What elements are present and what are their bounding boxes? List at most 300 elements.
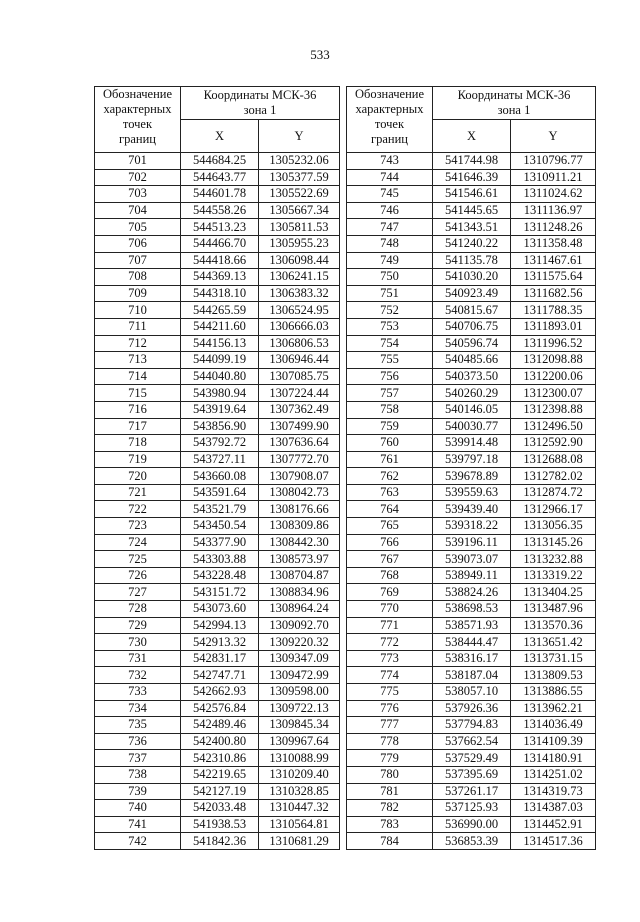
y-coordinate-cell: 1311682.56: [511, 285, 596, 302]
y-coordinate-cell: 1314251.02: [511, 766, 596, 783]
y-coordinate-cell: 1312782.02: [511, 468, 596, 485]
y-coordinate-cell: 1310328.85: [259, 783, 340, 800]
y-coordinate-cell: 1310088.99: [259, 750, 340, 767]
point-id-cell: 736: [95, 733, 181, 750]
table-row: [95, 318, 340, 335]
point-id-cell: 763: [347, 484, 433, 501]
table-row: [347, 385, 596, 402]
point-id-cell: 737: [95, 750, 181, 767]
table-row: [347, 153, 596, 170]
x-coordinate-cell: 537662.54: [433, 733, 511, 750]
table-row: [347, 269, 596, 286]
point-id-cell: 765: [347, 518, 433, 535]
coordinates-header: [433, 87, 596, 120]
x-coordinate-cell: 538187.04: [433, 667, 511, 684]
point-id-cell: 717: [95, 418, 181, 435]
point-id-cell: 741: [95, 816, 181, 833]
x-coordinate-cell: 541240.22: [433, 235, 511, 252]
table-row: [95, 169, 340, 186]
y-coordinate-cell: 1312300.07: [511, 385, 596, 402]
table-row: [95, 435, 340, 452]
x-coordinate-cell: 544156.13: [181, 335, 259, 352]
table-row: [347, 352, 596, 369]
point-id-cell: 781: [347, 783, 433, 800]
y-coordinate-cell: 1307224.44: [259, 385, 340, 402]
y-coordinate-cell: 1306241.15: [259, 269, 340, 286]
x-coordinate-cell: 538316.17: [433, 650, 511, 667]
x-coordinate-cell: 542994.13: [181, 617, 259, 634]
point-id-cell: 757: [347, 385, 433, 402]
x-header: X: [433, 120, 511, 153]
y-coordinate-cell: 1306666.03: [259, 318, 340, 335]
point-id-cell: 738: [95, 766, 181, 783]
table-row: [95, 816, 340, 833]
x-coordinate-cell: 537794.83: [433, 717, 511, 734]
x-coordinate-cell: 543151.72: [181, 584, 259, 601]
table-row: [347, 650, 596, 667]
point-id-cell: 758: [347, 401, 433, 418]
table-row: [347, 169, 596, 186]
x-coordinate-cell: 543521.79: [181, 501, 259, 518]
designation-line: характерных: [103, 102, 172, 116]
x-coordinate-cell: 541546.61: [433, 186, 511, 203]
table-row: [347, 667, 596, 684]
x-coordinate-cell: 539797.18: [433, 451, 511, 468]
y-coordinate-cell: 1313570.36: [511, 617, 596, 634]
y-coordinate-cell: 1311136.97: [511, 202, 596, 219]
table-row: [95, 601, 340, 618]
point-id-cell: 743: [347, 153, 433, 170]
x-coordinate-cell: 541744.98: [433, 153, 511, 170]
table-row: [347, 551, 596, 568]
point-id-cell: 727: [95, 584, 181, 601]
point-id-cell: 716: [95, 401, 181, 418]
table-row: [95, 401, 340, 418]
y-coordinate-cell: 1307362.49: [259, 401, 340, 418]
point-id-cell: 726: [95, 567, 181, 584]
table-row: [95, 235, 340, 252]
x-coordinate-cell: 537125.93: [433, 800, 511, 817]
point-id-cell: 702: [95, 169, 181, 186]
y-coordinate-cell: 1309220.32: [259, 634, 340, 651]
x-coordinate-cell: 537529.49: [433, 750, 511, 767]
table-row: [95, 667, 340, 684]
x-coordinate-cell: 543660.08: [181, 468, 259, 485]
table-body-left: [95, 153, 340, 850]
point-id-cell: 753: [347, 318, 433, 335]
table-row: [95, 518, 340, 535]
y-coordinate-cell: 1313319.22: [511, 567, 596, 584]
table-row: [347, 468, 596, 485]
designation-line: Обозначение: [354, 87, 425, 101]
x-coordinate-cell: 544643.77: [181, 169, 259, 186]
table-row: [347, 717, 596, 734]
x-coordinate-cell: 539914.48: [433, 435, 511, 452]
y-coordinate-cell: 1305811.53: [259, 219, 340, 236]
point-id-cell: 730: [95, 634, 181, 651]
point-id-cell: 750: [347, 269, 433, 286]
y-header: Y: [259, 120, 340, 153]
table-row: [347, 534, 596, 551]
table-row: [347, 783, 596, 800]
point-id-cell: 721: [95, 484, 181, 501]
table-row: [95, 567, 340, 584]
y-header: Y: [511, 120, 596, 153]
designation-line: точек: [122, 117, 153, 131]
point-id-cell: 746: [347, 202, 433, 219]
designation-header: [347, 87, 433, 153]
table-row: [95, 285, 340, 302]
table-row: [347, 518, 596, 535]
y-coordinate-cell: 1312398.88: [511, 401, 596, 418]
y-coordinate-cell: 1313232.88: [511, 551, 596, 568]
y-coordinate-cell: 1311575.64: [511, 269, 596, 286]
x-coordinate-cell: 543727.11: [181, 451, 259, 468]
y-coordinate-cell: 1310681.29: [259, 833, 340, 850]
x-coordinate-cell: 542400.80: [181, 733, 259, 750]
y-coordinate-cell: 1310911.21: [511, 169, 596, 186]
table-row: [347, 833, 596, 850]
point-id-cell: 703: [95, 186, 181, 203]
x-coordinate-cell: 542662.93: [181, 684, 259, 701]
x-coordinate-cell: 538444.47: [433, 634, 511, 651]
point-id-cell: 713: [95, 352, 181, 369]
point-id-cell: 779: [347, 750, 433, 767]
y-coordinate-cell: 1312496.50: [511, 418, 596, 435]
y-coordinate-cell: 1313487.96: [511, 601, 596, 618]
x-coordinate-cell: 537926.36: [433, 700, 511, 717]
y-coordinate-cell: 1306946.44: [259, 352, 340, 369]
point-id-cell: 744: [347, 169, 433, 186]
table-row: [347, 800, 596, 817]
x-coordinate-cell: 544558.26: [181, 202, 259, 219]
table-row: [95, 484, 340, 501]
y-coordinate-cell: 1312592.90: [511, 435, 596, 452]
y-coordinate-cell: 1306098.44: [259, 252, 340, 269]
x-coordinate-cell: 544099.19: [181, 352, 259, 369]
designation-line: точек: [374, 117, 405, 131]
x-coordinate-cell: 541842.36: [181, 833, 259, 850]
point-id-cell: 769: [347, 584, 433, 601]
point-id-cell: 759: [347, 418, 433, 435]
y-coordinate-cell: 1314387.03: [511, 800, 596, 817]
point-id-cell: 735: [95, 717, 181, 734]
y-coordinate-cell: 1308176.66: [259, 501, 340, 518]
y-coordinate-cell: 1309598.00: [259, 684, 340, 701]
x-coordinate-cell: 539196.11: [433, 534, 511, 551]
point-id-cell: 714: [95, 368, 181, 385]
table-row: [95, 717, 340, 734]
point-id-cell: 701: [95, 153, 181, 170]
point-id-cell: 720: [95, 468, 181, 485]
point-id-cell: 774: [347, 667, 433, 684]
point-id-cell: 739: [95, 783, 181, 800]
y-coordinate-cell: 1312874.72: [511, 484, 596, 501]
point-id-cell: 722: [95, 501, 181, 518]
y-coordinate-cell: 1308573.97: [259, 551, 340, 568]
y-coordinate-cell: 1312200.06: [511, 368, 596, 385]
y-coordinate-cell: 1311893.01: [511, 318, 596, 335]
table-row: [95, 800, 340, 817]
table-row: [95, 451, 340, 468]
table-row: [95, 252, 340, 269]
point-id-cell: 740: [95, 800, 181, 817]
table-row: [95, 385, 340, 402]
y-coordinate-cell: 1307085.75: [259, 368, 340, 385]
table-row: [95, 750, 340, 767]
coordinates-table-left: [94, 86, 340, 850]
y-coordinate-cell: 1310447.32: [259, 800, 340, 817]
point-id-cell: 731: [95, 650, 181, 667]
y-coordinate-cell: 1309722.13: [259, 700, 340, 717]
point-id-cell: 768: [347, 567, 433, 584]
point-id-cell: 725: [95, 551, 181, 568]
point-id-cell: 733: [95, 684, 181, 701]
point-id-cell: 711: [95, 318, 181, 335]
x-coordinate-cell: 540815.67: [433, 302, 511, 319]
x-coordinate-cell: 544040.80: [181, 368, 259, 385]
y-coordinate-cell: 1311248.26: [511, 219, 596, 236]
point-id-cell: 748: [347, 235, 433, 252]
table-row: [347, 451, 596, 468]
x-coordinate-cell: 538949.11: [433, 567, 511, 584]
y-coordinate-cell: 1306524.95: [259, 302, 340, 319]
x-coordinate-cell: 538824.26: [433, 584, 511, 601]
point-id-cell: 760: [347, 435, 433, 452]
designation-line: границ: [119, 132, 156, 146]
table-row: [347, 484, 596, 501]
table-row: [347, 700, 596, 717]
x-coordinate-cell: 540923.49: [433, 285, 511, 302]
x-coordinate-cell: 542219.65: [181, 766, 259, 783]
x-coordinate-cell: 541445.65: [433, 202, 511, 219]
x-coordinate-cell: 543450.54: [181, 518, 259, 535]
point-id-cell: 773: [347, 650, 433, 667]
table-row: [347, 584, 596, 601]
table-body-right: [347, 153, 596, 850]
y-coordinate-cell: 1308834.96: [259, 584, 340, 601]
x-coordinate-cell: 538057.10: [433, 684, 511, 701]
x-coordinate-cell: 542127.19: [181, 783, 259, 800]
y-coordinate-cell: 1313731.15: [511, 650, 596, 667]
y-coordinate-cell: 1312688.08: [511, 451, 596, 468]
table-row: [347, 335, 596, 352]
y-coordinate-cell: 1307499.90: [259, 418, 340, 435]
point-id-cell: 783: [347, 816, 433, 833]
point-id-cell: 770: [347, 601, 433, 618]
y-coordinate-cell: 1309472.99: [259, 667, 340, 684]
y-coordinate-cell: 1308309.86: [259, 518, 340, 535]
table-row: [347, 202, 596, 219]
x-coordinate-cell: 539678.89: [433, 468, 511, 485]
y-coordinate-cell: 1310564.81: [259, 816, 340, 833]
point-id-cell: 755: [347, 352, 433, 369]
x-coordinate-cell: 539318.22: [433, 518, 511, 535]
x-coordinate-cell: 544265.59: [181, 302, 259, 319]
y-coordinate-cell: 1314452.91: [511, 816, 596, 833]
y-coordinate-cell: 1314517.36: [511, 833, 596, 850]
table-row: [347, 418, 596, 435]
x-coordinate-cell: 543856.90: [181, 418, 259, 435]
y-coordinate-cell: 1306383.32: [259, 285, 340, 302]
x-coordinate-cell: 544466.70: [181, 235, 259, 252]
point-id-cell: 732: [95, 667, 181, 684]
table-row: [95, 269, 340, 286]
point-id-cell: 729: [95, 617, 181, 634]
x-coordinate-cell: 543303.88: [181, 551, 259, 568]
x-coordinate-cell: 543919.64: [181, 401, 259, 418]
point-id-cell: 749: [347, 252, 433, 269]
x-coordinate-cell: 543073.60: [181, 601, 259, 618]
coordinates-title: Координаты МСК-36: [457, 88, 571, 102]
y-coordinate-cell: 1312098.88: [511, 352, 596, 369]
y-coordinate-cell: 1313651.42: [511, 634, 596, 651]
point-id-cell: 780: [347, 766, 433, 783]
x-coordinate-cell: 543591.64: [181, 484, 259, 501]
table-row: [347, 816, 596, 833]
table-row: [347, 684, 596, 701]
table-row: [347, 235, 596, 252]
y-coordinate-cell: 1311024.62: [511, 186, 596, 203]
table-row: [347, 617, 596, 634]
y-coordinate-cell: 1308442.30: [259, 534, 340, 551]
coordinates-title: Координаты МСК-36: [203, 88, 317, 102]
table-row: [95, 418, 340, 435]
point-id-cell: 766: [347, 534, 433, 551]
y-coordinate-cell: 1310796.77: [511, 153, 596, 170]
x-coordinate-cell: 540146.05: [433, 401, 511, 418]
table-row: [95, 650, 340, 667]
y-coordinate-cell: 1314180.91: [511, 750, 596, 767]
table-row: [95, 833, 340, 850]
y-coordinate-cell: 1314109.39: [511, 733, 596, 750]
y-coordinate-cell: 1305232.06: [259, 153, 340, 170]
table-row: [347, 733, 596, 750]
table-row: [347, 252, 596, 269]
x-header: X: [181, 120, 259, 153]
table-row: [95, 684, 340, 701]
x-coordinate-cell: 541135.78: [433, 252, 511, 269]
x-coordinate-cell: 539439.40: [433, 501, 511, 518]
point-id-cell: 752: [347, 302, 433, 319]
y-coordinate-cell: 1312966.17: [511, 501, 596, 518]
point-id-cell: 723: [95, 518, 181, 535]
y-coordinate-cell: 1308964.24: [259, 601, 340, 618]
point-id-cell: 724: [95, 534, 181, 551]
y-coordinate-cell: 1309092.70: [259, 617, 340, 634]
x-coordinate-cell: 542831.17: [181, 650, 259, 667]
y-coordinate-cell: 1305667.34: [259, 202, 340, 219]
y-coordinate-cell: 1305377.59: [259, 169, 340, 186]
table-row: [347, 750, 596, 767]
x-coordinate-cell: 541030.20: [433, 269, 511, 286]
point-id-cell: 734: [95, 700, 181, 717]
x-coordinate-cell: 544513.23: [181, 219, 259, 236]
point-id-cell: 775: [347, 684, 433, 701]
y-coordinate-cell: 1311788.35: [511, 302, 596, 319]
table-row: [95, 468, 340, 485]
y-coordinate-cell: 1313404.25: [511, 584, 596, 601]
x-coordinate-cell: 544601.78: [181, 186, 259, 203]
point-id-cell: 708: [95, 269, 181, 286]
x-coordinate-cell: 540706.75: [433, 318, 511, 335]
table-row: [347, 766, 596, 783]
point-id-cell: 707: [95, 252, 181, 269]
point-id-cell: 719: [95, 451, 181, 468]
y-coordinate-cell: 1305522.69: [259, 186, 340, 203]
x-coordinate-cell: 543792.72: [181, 435, 259, 452]
x-coordinate-cell: 540485.66: [433, 352, 511, 369]
x-coordinate-cell: 543228.48: [181, 567, 259, 584]
point-id-cell: 747: [347, 219, 433, 236]
point-id-cell: 718: [95, 435, 181, 452]
y-coordinate-cell: 1310209.40: [259, 766, 340, 783]
table-row: [347, 318, 596, 335]
y-coordinate-cell: 1307772.70: [259, 451, 340, 468]
x-coordinate-cell: 537261.17: [433, 783, 511, 800]
x-coordinate-cell: 536990.00: [433, 816, 511, 833]
designation-header: [95, 87, 181, 153]
page-number: 533: [310, 47, 330, 62]
table-row: [95, 634, 340, 651]
point-id-cell: 784: [347, 833, 433, 850]
coordinates-header: [181, 87, 340, 120]
x-coordinate-cell: 541938.53: [181, 816, 259, 833]
table-row: [347, 285, 596, 302]
point-id-cell: 709: [95, 285, 181, 302]
y-coordinate-cell: 1307908.07: [259, 468, 340, 485]
y-coordinate-cell: 1306806.53: [259, 335, 340, 352]
table-row: [95, 501, 340, 518]
x-coordinate-cell: 544684.25: [181, 153, 259, 170]
table-row: [95, 733, 340, 750]
x-coordinate-cell: 544211.60: [181, 318, 259, 335]
y-coordinate-cell: 1308704.87: [259, 567, 340, 584]
table-row: [347, 186, 596, 203]
x-coordinate-cell: 539073.07: [433, 551, 511, 568]
table-row: [95, 219, 340, 236]
table-row: [347, 219, 596, 236]
coordinates-zone: зона 1: [243, 103, 277, 117]
y-coordinate-cell: 1308042.73: [259, 484, 340, 501]
point-id-cell: 771: [347, 617, 433, 634]
y-coordinate-cell: 1313809.53: [511, 667, 596, 684]
point-id-cell: 751: [347, 285, 433, 302]
y-coordinate-cell: 1309347.09: [259, 650, 340, 667]
y-coordinate-cell: 1305955.23: [259, 235, 340, 252]
y-coordinate-cell: 1311358.48: [511, 235, 596, 252]
x-coordinate-cell: 544369.13: [181, 269, 259, 286]
table-row: [347, 401, 596, 418]
x-coordinate-cell: 540373.50: [433, 368, 511, 385]
point-id-cell: 777: [347, 717, 433, 734]
point-id-cell: 761: [347, 451, 433, 468]
x-coordinate-cell: 540596.74: [433, 335, 511, 352]
coordinates-zone: зона 1: [497, 103, 531, 117]
y-coordinate-cell: 1311467.61: [511, 252, 596, 269]
table-row: [347, 302, 596, 319]
table-row: [95, 302, 340, 319]
point-id-cell: 712: [95, 335, 181, 352]
table-row: [95, 534, 340, 551]
y-coordinate-cell: 1309845.34: [259, 717, 340, 734]
y-coordinate-cell: 1314319.73: [511, 783, 596, 800]
table-row: [95, 368, 340, 385]
table-row: [95, 352, 340, 369]
point-id-cell: 706: [95, 235, 181, 252]
point-id-cell: 742: [95, 833, 181, 850]
x-coordinate-cell: 540030.77: [433, 418, 511, 435]
